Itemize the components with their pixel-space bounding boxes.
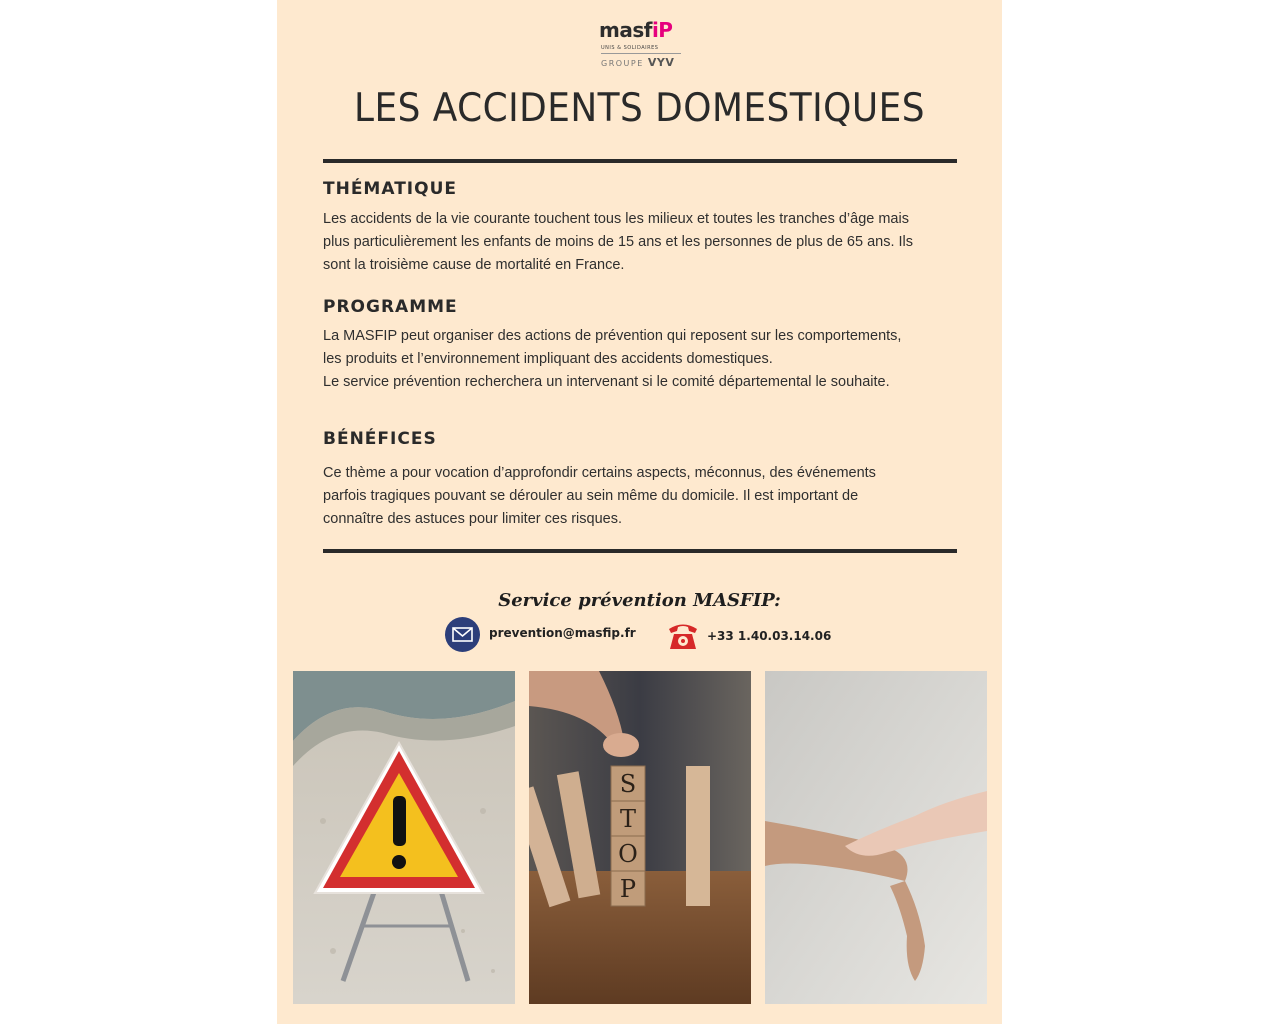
section-text-programme: [323, 325, 963, 394]
contact-email-link[interactable]: prevention@masfip.fr: [489, 626, 636, 640]
flyer-page: [277, 0, 1002, 1024]
envelope-icon: [445, 617, 480, 652]
section-text-benefices: [323, 462, 963, 531]
logo-group-line: GROUPE VYV: [601, 56, 675, 69]
contact-title: Service prévention MASFIP:: [498, 590, 781, 611]
page-title: LES ACCIDENTS DOMESTIQUES: [354, 86, 925, 131]
text-line: connaître des astuces pour limiter ces risques.: [323, 511, 622, 527]
photo-stop-dominoes: [529, 671, 751, 1004]
section-heading-thematique: THÉMATIQUE: [323, 179, 457, 199]
text-line: les produits et l’environnement impliquant des accidents domestiques.: [323, 351, 773, 367]
photo-holding-arm: [765, 671, 987, 1004]
text-line: La MASFIP peut organiser des actions de prévention qui reposent sur les comportements,: [323, 328, 902, 344]
telephone-icon: [666, 619, 700, 651]
masfip-logo: [597, 18, 687, 70]
stop-letter: O: [618, 840, 638, 868]
text-line: sont la troisième cause de mortalité en France.: [323, 257, 625, 273]
section-heading-benefices: BÉNÉFICES: [323, 429, 437, 449]
contact-phone-number[interactable]: +33 1.40.03.14.06: [707, 629, 832, 643]
text-line: parfois tragiques pouvant se dérouler au sein même du domicile. Il est important de: [323, 488, 859, 504]
logo-wordmark: masfiP: [599, 18, 673, 42]
bottom-divider: [323, 549, 957, 553]
text-line: Ce thème a pour vocation d’approfondir certains aspects, méconnus, des événements: [323, 465, 876, 481]
stop-letter: P: [619, 875, 637, 903]
logo-divider: [601, 53, 681, 54]
text-line: Les accidents de la vie courante touchent tous les milieux et toutes les tranches d’âge mais: [323, 211, 909, 227]
section-text-thematique: [323, 208, 963, 277]
section-heading-programme: PROGRAMME: [323, 297, 458, 317]
photo-warning-sign: [293, 671, 515, 1004]
stop-letter: T: [619, 805, 637, 833]
stop-letter: S: [619, 770, 637, 798]
text-line: Le service prévention recherchera un intervenant si le comité départemental le souhaite.: [323, 374, 890, 390]
top-divider: [323, 159, 957, 163]
logo-tagline: UNIS & SOLIDAIRES: [601, 45, 659, 51]
text-line: plus particulièrement les enfants de moins de 15 ans et les personnes de plus de 65 ans. Ils: [323, 234, 914, 250]
